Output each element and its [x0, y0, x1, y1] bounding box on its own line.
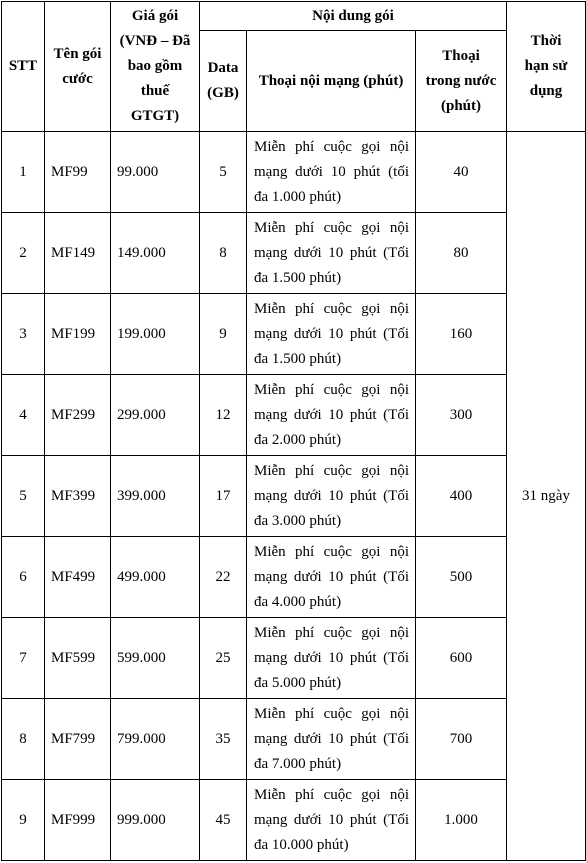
cell-data: 17 [200, 456, 247, 537]
cell-domestic-calls: 80 [416, 213, 507, 294]
header-domestic-calls: Thoại trong nước (phút) [416, 31, 507, 132]
header-onnet-calls: Thoại nội mạng (phút) [247, 31, 416, 132]
table-row [2, 456, 586, 537]
table-body [2, 132, 586, 861]
cell-package-name: MF799 [45, 699, 111, 780]
cell-data: 35 [200, 699, 247, 780]
cell-onnet-calls: Miễn phí cuộc gọi nội mạng dưới 10 phút (Tối đa 2.000 phút) [247, 375, 416, 456]
table-row [2, 618, 586, 699]
table-header [2, 2, 586, 132]
table-row [2, 132, 586, 213]
cell-domestic-calls: 500 [416, 537, 507, 618]
cell-data: 9 [200, 294, 247, 375]
cell-stt: 7 [2, 618, 45, 699]
cell-price: 199.000 [111, 294, 200, 375]
header-stt: STT [2, 2, 45, 132]
cell-data: 5 [200, 132, 247, 213]
cell-stt: 4 [2, 375, 45, 456]
cell-stt: 5 [2, 456, 45, 537]
cell-price: 399.000 [111, 456, 200, 537]
cell-package-name: MF199 [45, 294, 111, 375]
table-row [2, 699, 586, 780]
cell-validity: 31 ngày [507, 132, 586, 861]
header-validity: Thời hạn sử dụng [507, 2, 586, 132]
table-row [2, 375, 586, 456]
table-row [2, 294, 586, 375]
cell-onnet-calls: Miễn phí cuộc gọi nội mạng dưới 10 phút (Tối đa 4.000 phút) [247, 537, 416, 618]
cell-data: 8 [200, 213, 247, 294]
cell-domestic-calls: 1.000 [416, 780, 507, 861]
cell-data: 45 [200, 780, 247, 861]
table-row [2, 780, 586, 861]
cell-package-name: MF299 [45, 375, 111, 456]
cell-onnet-calls: Miễn phí cuộc gọi nội mạng dưới 10 phút (Tối đa 1.500 phút) [247, 213, 416, 294]
package-table [1, 1, 586, 861]
cell-stt: 1 [2, 132, 45, 213]
cell-onnet-calls: Miễn phí cuộc gọi nội mạng dưới 10 phút (Tối đa 7.000 phút) [247, 699, 416, 780]
cell-price: 799.000 [111, 699, 200, 780]
cell-onnet-calls: Miễn phí cuộc gọi nội mạng dưới 10 phút (Tối đa 5.000 phút) [247, 618, 416, 699]
cell-package-name: MF499 [45, 537, 111, 618]
cell-stt: 3 [2, 294, 45, 375]
cell-price: 599.000 [111, 618, 200, 699]
cell-domestic-calls: 600 [416, 618, 507, 699]
header-content-group: Nội dung gói [200, 2, 507, 31]
header-data: Data (GB) [200, 31, 247, 132]
cell-onnet-calls: Miễn phí cuộc gọi nội mạng dưới 10 phút (Tối đa 1.500 phút) [247, 294, 416, 375]
cell-data: 22 [200, 537, 247, 618]
cell-domestic-calls: 700 [416, 699, 507, 780]
cell-stt: 9 [2, 780, 45, 861]
cell-stt: 8 [2, 699, 45, 780]
cell-package-name: MF399 [45, 456, 111, 537]
header-package-name: Tên gói cước [45, 2, 111, 132]
cell-package-name: MF999 [45, 780, 111, 861]
header-price: Giá gói (VNĐ – Đã bao gồm thuế GTGT) [111, 2, 200, 132]
cell-price: 499.000 [111, 537, 200, 618]
cell-price: 149.000 [111, 213, 200, 294]
cell-package-name: MF149 [45, 213, 111, 294]
cell-package-name: MF99 [45, 132, 111, 213]
table-row [2, 537, 586, 618]
table-row [2, 213, 586, 294]
cell-price: 299.000 [111, 375, 200, 456]
cell-domestic-calls: 40 [416, 132, 507, 213]
cell-domestic-calls: 300 [416, 375, 507, 456]
cell-domestic-calls: 400 [416, 456, 507, 537]
cell-stt: 6 [2, 537, 45, 618]
cell-onnet-calls: Miễn phí cuộc gọi nội mạng dưới 10 phút (tối đa 1.000 phút) [247, 132, 416, 213]
cell-price: 99.000 [111, 132, 200, 213]
cell-stt: 2 [2, 213, 45, 294]
cell-price: 999.000 [111, 780, 200, 861]
cell-onnet-calls: Miễn phí cuộc gọi nội mạng dưới 10 phút (Tối đa 10.000 phút) [247, 780, 416, 861]
cell-onnet-calls: Miễn phí cuộc gọi nội mạng dưới 10 phút (Tối đa 3.000 phút) [247, 456, 416, 537]
cell-domestic-calls: 160 [416, 294, 507, 375]
cell-package-name: MF599 [45, 618, 111, 699]
cell-data: 25 [200, 618, 247, 699]
cell-data: 12 [200, 375, 247, 456]
